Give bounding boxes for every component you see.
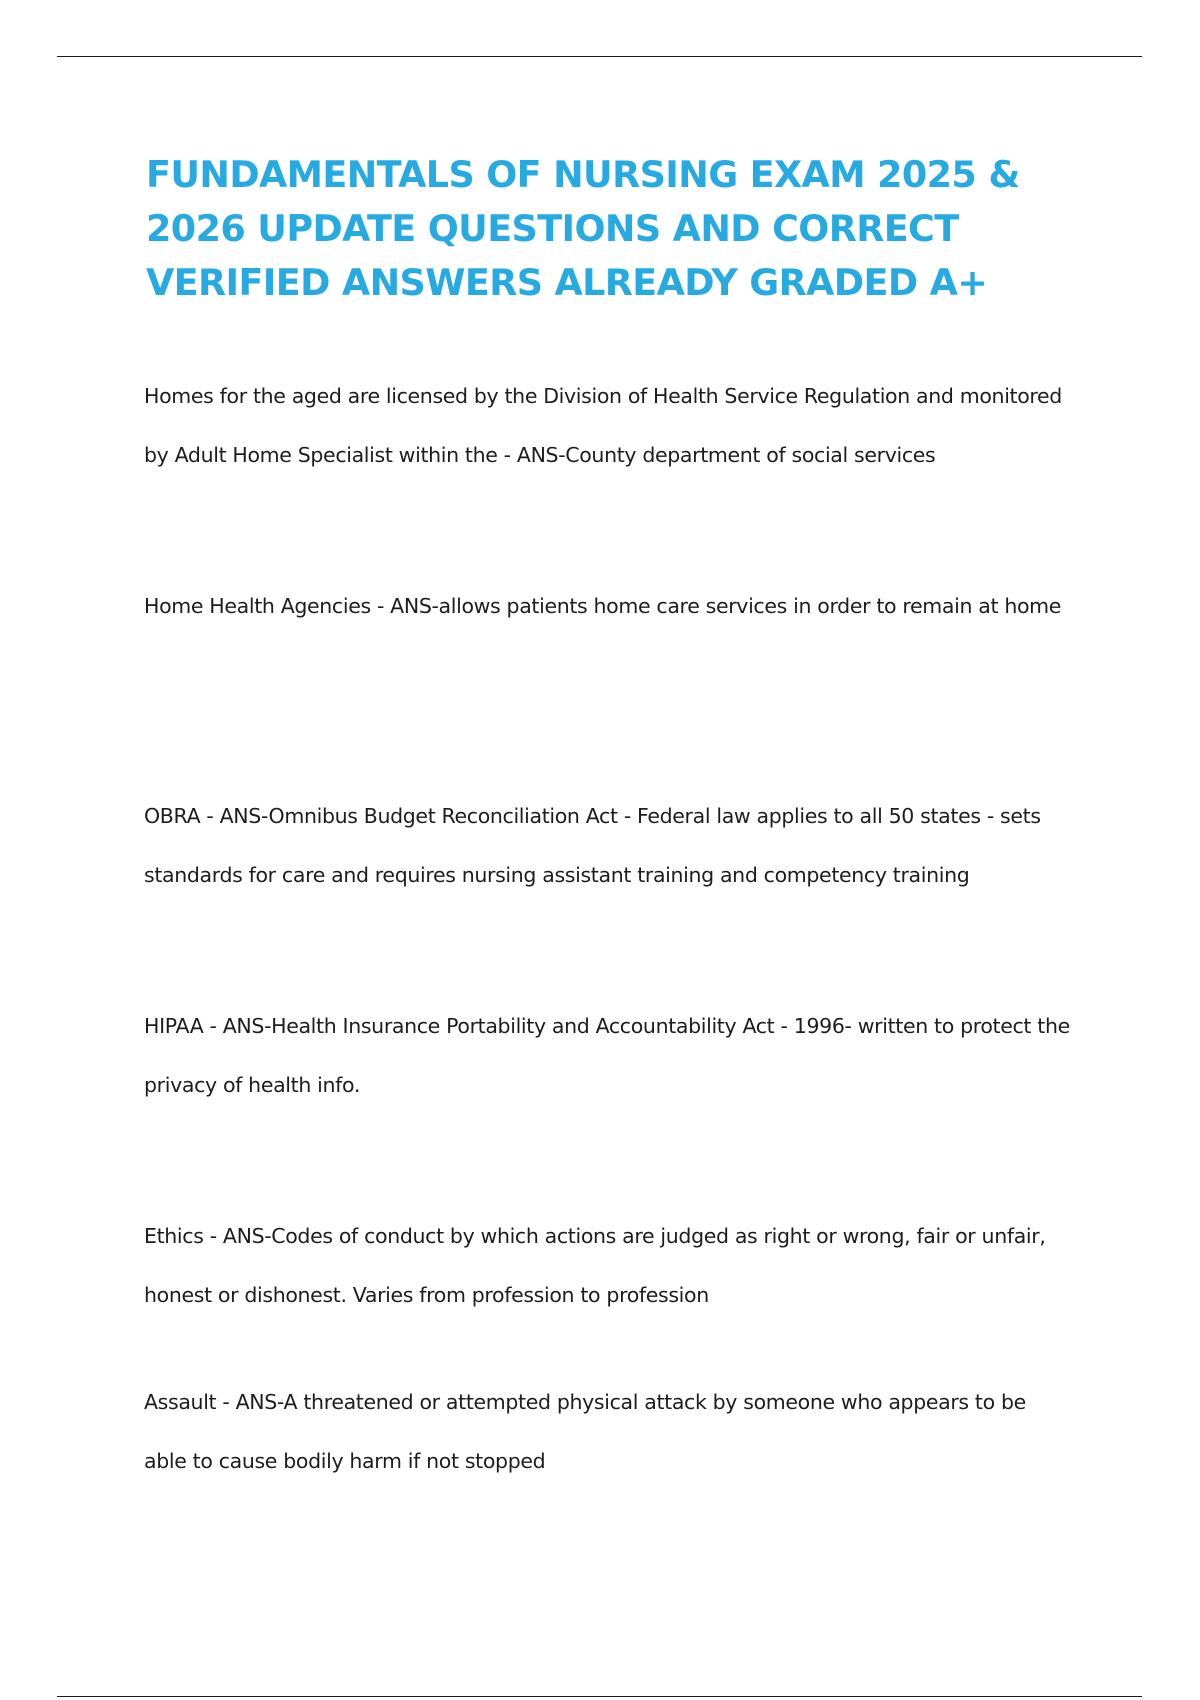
qa-entry-homes-for-aged: Homes for the aged are licensed by the Division of Health Service Regulation and monitored by Adult Home Specialist within the - ANS-County department of social services bbox=[144, 384, 1062, 467]
qa-entry-home-health-agencies: Home Health Agencies - ANS-allows patients home care services in order to remain at home bbox=[144, 594, 1062, 618]
document-title: FUNDAMENTALS OF NURSING EXAM 2025 & 2026 UPDATE QUESTIONS AND CORRECT VERIFIED ANSWERS ALREADY GRADED A+ bbox=[146, 153, 1020, 304]
qa-entry-obra: OBRA - ANS-Omnibus Budget Reconciliation Act - Federal law applies to all 50 states - sets standards for care and requires nursing assistant training and competency training bbox=[144, 804, 1041, 887]
qa-entry-ethics: Ethics - ANS-Codes of conduct by which actions are judged as right or wrong, fair or unfair, honest or dishonest. Varies from profession to profession bbox=[144, 1224, 1046, 1307]
header-rule bbox=[57, 56, 1142, 57]
qa-entry-assault: Assault - ANS-A threatened or attempted physical attack by someone who appears to be able to cause bodily harm if not stopped bbox=[144, 1390, 1026, 1473]
qa-entry-hipaa: HIPAA - ANS-Health Insurance Portability and Accountability Act - 1996- written to protect the privacy of health info. bbox=[144, 1014, 1070, 1097]
footer-rule bbox=[57, 1696, 1142, 1697]
